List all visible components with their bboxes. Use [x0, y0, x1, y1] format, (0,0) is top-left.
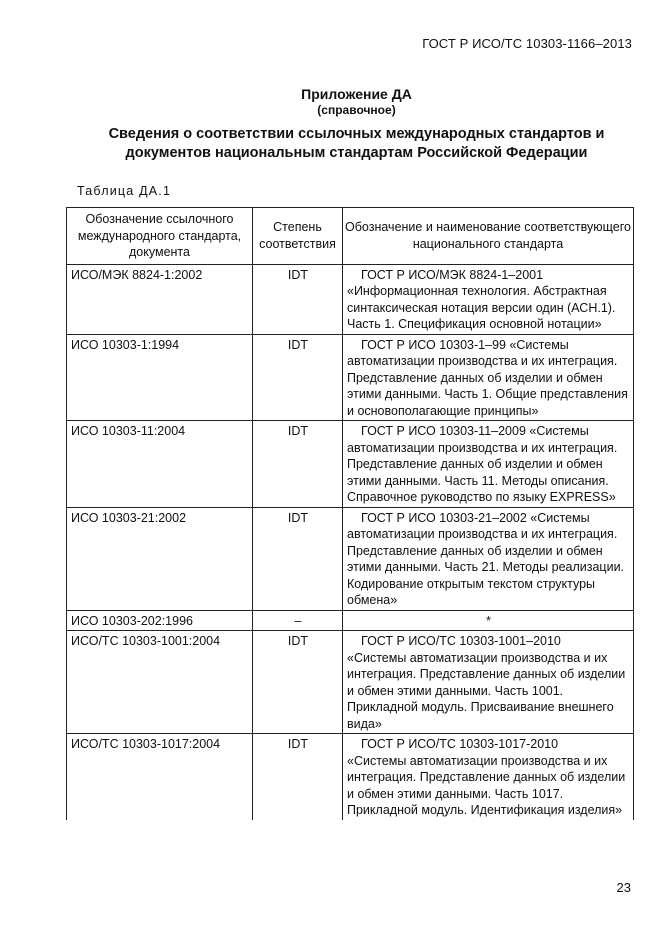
national-standard-cell: [343, 421, 634, 508]
national-standard-title: автоматизации производства и их интеграция. Представление данных об изделии и обмен этими данными. Часть 1. Общие представления и основополагающие принципы»: [347, 354, 628, 418]
intl-standard-cell: ИСО/ТС 10303-1001:2004: [67, 631, 253, 734]
section-heading: [70, 125, 643, 163]
degree-cell: IDT: [253, 631, 343, 734]
section-heading-line-2: документов национальным стандартам Российской Федерации: [125, 145, 588, 161]
national-standard-cell: [343, 734, 634, 820]
intl-standard-cell: ИСО 10303-11:2004: [67, 421, 253, 508]
national-standard-title: «Системы автоматизации производства и их интеграция. Представление данных об изделии и обмен этими данными. Часть 1017. Прикладной модуль. Идентификация изделия»: [347, 753, 626, 817]
national-standard-title: автоматизации производства и их интеграция. Представление данных об изделии и обмен этими данными. Часть 11. Методы описания. Справочное руководство по языку EXPRESS»: [347, 440, 618, 504]
national-standard-code: ГОСТ Р ИСО/МЭК 8824-1–2001: [361, 267, 544, 282]
national-standard-code: ГОСТ Р ИСО/ТС 10303-1001–2010: [361, 634, 561, 648]
national-standard-code: ГОСТ Р ИСО 10303-1–99 «Системы: [361, 337, 569, 352]
appendix-title: Приложение ДА: [301, 86, 412, 102]
national-standard-code: *: [486, 613, 491, 628]
appendix-subtitle: (справочное): [317, 103, 396, 117]
national-standard-code: ГОСТ Р ИСО/ТС 10303-1017-2010: [361, 737, 559, 751]
table-row: [67, 507, 634, 610]
section-heading-line-1: Сведения о соответствии ссылочных международных стандартов и: [108, 126, 605, 142]
table-row: [67, 334, 634, 421]
page-number: 23: [616, 880, 631, 895]
national-standard-cell: [343, 334, 634, 421]
table-row: [67, 264, 634, 334]
national-standard-cell: [343, 264, 634, 334]
degree-cell: –: [253, 610, 343, 631]
national-standard-title: автоматизации производства и их интеграция. Представление данных об изделии и обмен этими данными. Часть 21. Методы реализации. Кодирование открытым текстом структуры обмена»: [347, 527, 625, 607]
national-standard-cell: [343, 610, 634, 631]
national-standard-code: ГОСТ Р ИСО 10303-11–2009 «Системы: [361, 424, 589, 438]
intl-standard-cell: ИСО 10303-21:2002: [67, 507, 253, 610]
table-caption: Таблица ДА.1: [77, 184, 172, 198]
table-row: [67, 631, 634, 734]
intl-standard-cell: ИСО/ТС 10303-1017:2004: [67, 734, 253, 820]
correspondence-table: [66, 207, 634, 820]
header-degree: Степень соответствия: [253, 208, 343, 265]
table-header-row: [67, 208, 634, 265]
degree-cell: IDT: [253, 507, 343, 610]
degree-cell: IDT: [253, 734, 343, 820]
table-row: [67, 734, 634, 820]
degree-cell: IDT: [253, 421, 343, 508]
national-standard-title: «Системы автоматизации производства и их интеграция. Представление данных об изделии и обмен этими данными. Часть 1001. Прикладной модуль. Присваивание внешнего вида»: [347, 650, 626, 731]
degree-cell: IDT: [253, 334, 343, 421]
intl-standard-cell: ИСО 10303-202:1996: [67, 610, 253, 631]
intl-standard-cell: ИСО/МЭК 8824-1:2002: [67, 264, 253, 334]
degree-cell: IDT: [253, 264, 343, 334]
document-code: ГОСТ Р ИСО/ТС 10303-1166–2013: [422, 36, 632, 51]
header-international-standard: Обозначение ссылочного международного стандарта, документа: [67, 208, 253, 265]
national-standard-cell: [343, 631, 634, 734]
table-row: [67, 421, 634, 508]
intl-standard-cell: ИСО 10303-1:1994: [67, 334, 253, 421]
national-standard-title: «Информационная технология. Абстрактная синтаксическая нотация версии один (АСН.1). Часть 1. Спецификация основной нотации»: [347, 284, 616, 331]
national-standard-cell: [343, 507, 634, 610]
national-standard-code: ГОСТ Р ИСО 10303-21–2002 «Системы: [361, 510, 590, 525]
table-row: [67, 610, 634, 631]
header-national-standard: Обозначение и наименование соответствующего национального стандарта: [343, 208, 634, 265]
